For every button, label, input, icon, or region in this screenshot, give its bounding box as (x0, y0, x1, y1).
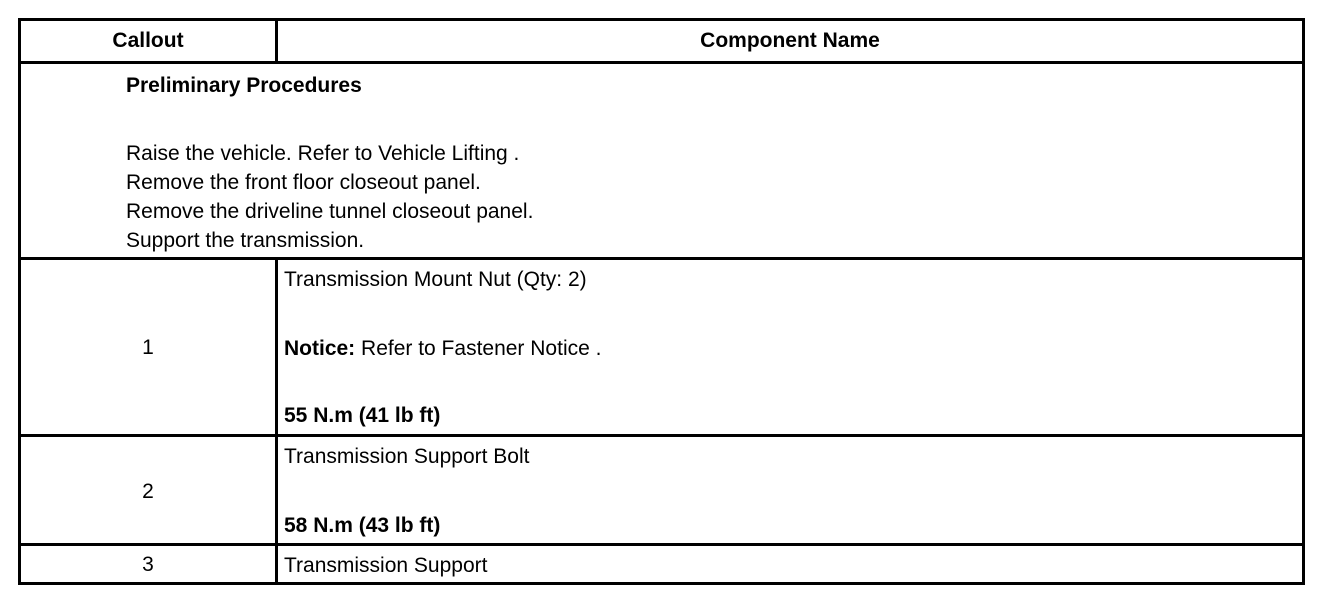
component-name: Transmission Support (284, 554, 488, 577)
preliminary-step: Raise the vehicle. Refer to Vehicle Lifting . (126, 142, 520, 165)
component-name: Transmission Support Bolt (284, 445, 530, 468)
callout-number: 2 (142, 480, 154, 503)
section-divider (21, 257, 1302, 260)
row-divider (21, 543, 1302, 546)
header-callout: Callout (112, 29, 184, 52)
torque-spec: 55 N.m (41 lb ft) (284, 404, 441, 427)
preliminary-step: Support the transmission. (126, 229, 365, 252)
notice-text: Refer to Fastener Notice . (355, 337, 602, 360)
column-divider (275, 257, 278, 585)
callout-number: 1 (142, 336, 154, 359)
torque-spec: 58 N.m (43 lb ft) (284, 514, 441, 537)
preliminary-title: Preliminary Procedures (126, 74, 362, 97)
notice-line (284, 336, 601, 361)
procedure-table (18, 18, 1305, 585)
row-divider (21, 434, 1302, 437)
header-divider (21, 61, 1302, 64)
preliminary-step: Remove the front floor closeout panel. (126, 171, 481, 194)
header-component-name: Component Name (700, 29, 880, 52)
preliminary-step: Remove the driveline tunnel closeout panel. (126, 200, 534, 223)
notice-label: Notice: (284, 337, 356, 360)
component-name: Transmission Mount Nut (Qty: 2) (284, 268, 587, 291)
callout-number: 3 (142, 553, 154, 576)
header-column-divider (275, 21, 278, 63)
